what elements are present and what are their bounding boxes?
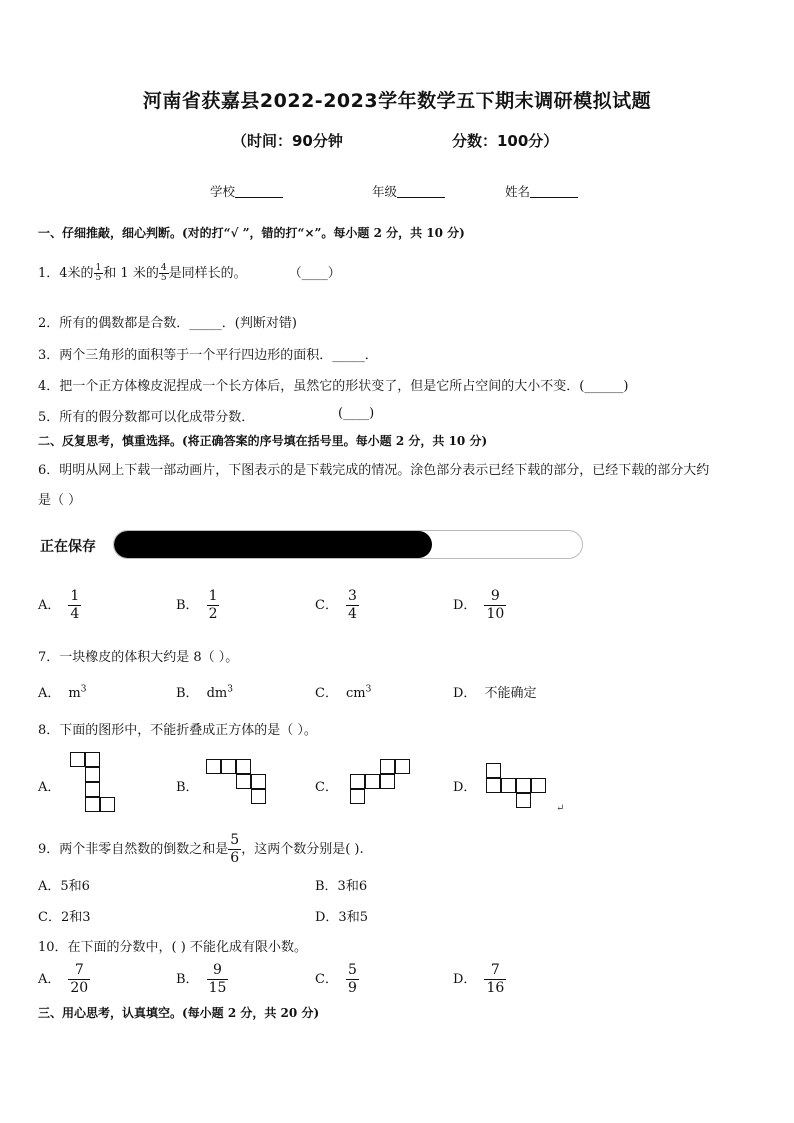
question-8: 8．下面的图形中，不能折叠成正方体的是（ ）。 <box>38 723 317 738</box>
q8-option-b-label[interactable]: B． <box>176 780 199 795</box>
q9-option-a[interactable]: A．5和6 <box>38 879 90 894</box>
question-4: 4．把一个正方体橡皮泥捏成一个长方体后，虽然它的形状变了，但是它所占空间的大小不变．(______) <box>38 379 629 394</box>
q6-d-fraction: $\frac{9}{10}$ <box>486 588 505 622</box>
q6-b-fraction: $\frac{1}{2}$ <box>208 588 218 622</box>
q5-answer-paren: (____) <box>338 406 375 421</box>
saving-label: 正在保存 <box>40 539 96 555</box>
q1-answer-paren: （____） <box>288 266 341 281</box>
section1-heading: 一、仔细推敲，细心判断。(对的打“√ ”，错的打“×”。每小题 2 分，共 10 分) <box>38 226 465 240</box>
q6-option-c[interactable]: C． $\frac{3}{4}$ <box>315 588 357 622</box>
question-6-line1: 6．明明从网上下载一部动画片，下图表示的是下载完成的情况。涂色部分表示已经下载的部分，已经下载的部分大约 <box>38 463 710 478</box>
q10-option-c[interactable]: C． $\frac{5}{9}$ <box>315 962 357 996</box>
question-6-line2: 是（ ） <box>38 493 82 508</box>
download-progress-bar <box>113 530 583 559</box>
grade-blank <box>397 185 445 198</box>
q9-fraction: $\frac{5}{6}$ <box>230 832 240 866</box>
q1-fraction-2: $\frac{4}{5}$ <box>160 263 167 283</box>
q8-option-d-label: D． <box>453 780 477 795</box>
question-9: 9．两个非零自然数的倒数之和是 $\frac{5}{6}$ ，这两个数分别是( ). <box>38 832 364 866</box>
q6-option-d[interactable]: D． $\frac{9}{10}$ <box>453 588 505 622</box>
q6-c-fraction: $\frac{3}{4}$ <box>347 588 357 622</box>
q1-mid: 和 1 米的 <box>103 266 159 281</box>
section2-heading: 二、反复思考，慎重选择。(将正确答案的序号填在括号里。每小题 2 分，共 10 分) <box>38 434 488 448</box>
name-blank <box>530 185 578 198</box>
grade-label: 年级 <box>372 184 398 199</box>
q10-b-fraction: $\frac{9}{15}$ <box>208 962 227 996</box>
question-2: 2．所有的偶数都是合数．_____．(判断对错) <box>38 316 297 331</box>
q8-option-c-label[interactable]: C． <box>315 780 338 795</box>
school-field <box>210 182 283 200</box>
download-progress-fill <box>114 531 432 558</box>
q1-post: 是同样长的。 <box>168 266 247 281</box>
q10-option-b[interactable]: B． $\frac{9}{15}$ <box>176 962 227 996</box>
question-10: 10．在下面的分数中，( ) 不能化成有限小数。 <box>38 940 307 955</box>
question-7: 7．一块橡皮的体积大约是 8（ ）。 <box>38 650 239 665</box>
section3-heading: 三、用心思考，认真填空。(每小题 2 分，共 20 分) <box>38 1006 320 1020</box>
q10-option-d[interactable]: D． $\frac{7}{16}$ <box>453 962 505 996</box>
q10-c-fraction: $\frac{5}{9}$ <box>347 962 357 996</box>
question-5: 5．所有的假分数都可以化成带分数． <box>38 410 255 425</box>
q6-option-b[interactable]: B． $\frac{1}{2}$ <box>176 588 218 622</box>
paragraph-mark-icon: ↵ <box>556 803 565 814</box>
question-1 <box>38 262 341 283</box>
q7-option-d[interactable]: D． 不能确定 <box>453 686 537 701</box>
q6-option-a[interactable]: A． $\frac{1}{4}$ <box>38 588 80 622</box>
q7-option-a[interactable]: A． $m^3$ <box>38 684 87 701</box>
q9-option-d[interactable]: D．3和5 <box>315 910 368 925</box>
q7-option-c[interactable]: C． $cm^3$ <box>315 684 372 701</box>
question-3: 3．两个三角形的面积等于一个平行四边形的面积．_____． <box>38 348 378 363</box>
exam-time: （时间：90分钟 <box>232 132 343 150</box>
page-title: 河南省获嘉县2022-2023学年数学五下期末调研模拟试题 <box>142 90 652 112</box>
grade-field <box>372 182 445 200</box>
name-field <box>505 182 578 200</box>
q1-pre: 1．4米的 <box>38 266 94 281</box>
q9-option-c[interactable]: C．2和3 <box>38 910 91 925</box>
exam-score: 分数：100分） <box>452 132 559 150</box>
school-label: 学校 <box>210 184 236 199</box>
q8-option-a-label[interactable]: A． <box>38 780 61 795</box>
school-blank <box>235 185 283 198</box>
name-label: 姓名 <box>505 184 531 199</box>
q6-a-fraction: $\frac{1}{4}$ <box>70 588 80 622</box>
q10-d-fraction: $\frac{7}{16}$ <box>486 962 505 996</box>
q9-option-b[interactable]: B．3和6 <box>315 879 368 894</box>
q7-option-b[interactable]: B． $dm^3$ <box>176 684 233 701</box>
q1-fraction-1: $\frac{1}{5}$ <box>95 263 102 283</box>
q10-a-fraction: $\frac{7}{20}$ <box>70 962 89 996</box>
q10-option-a[interactable]: A． $\frac{7}{20}$ <box>38 962 89 996</box>
